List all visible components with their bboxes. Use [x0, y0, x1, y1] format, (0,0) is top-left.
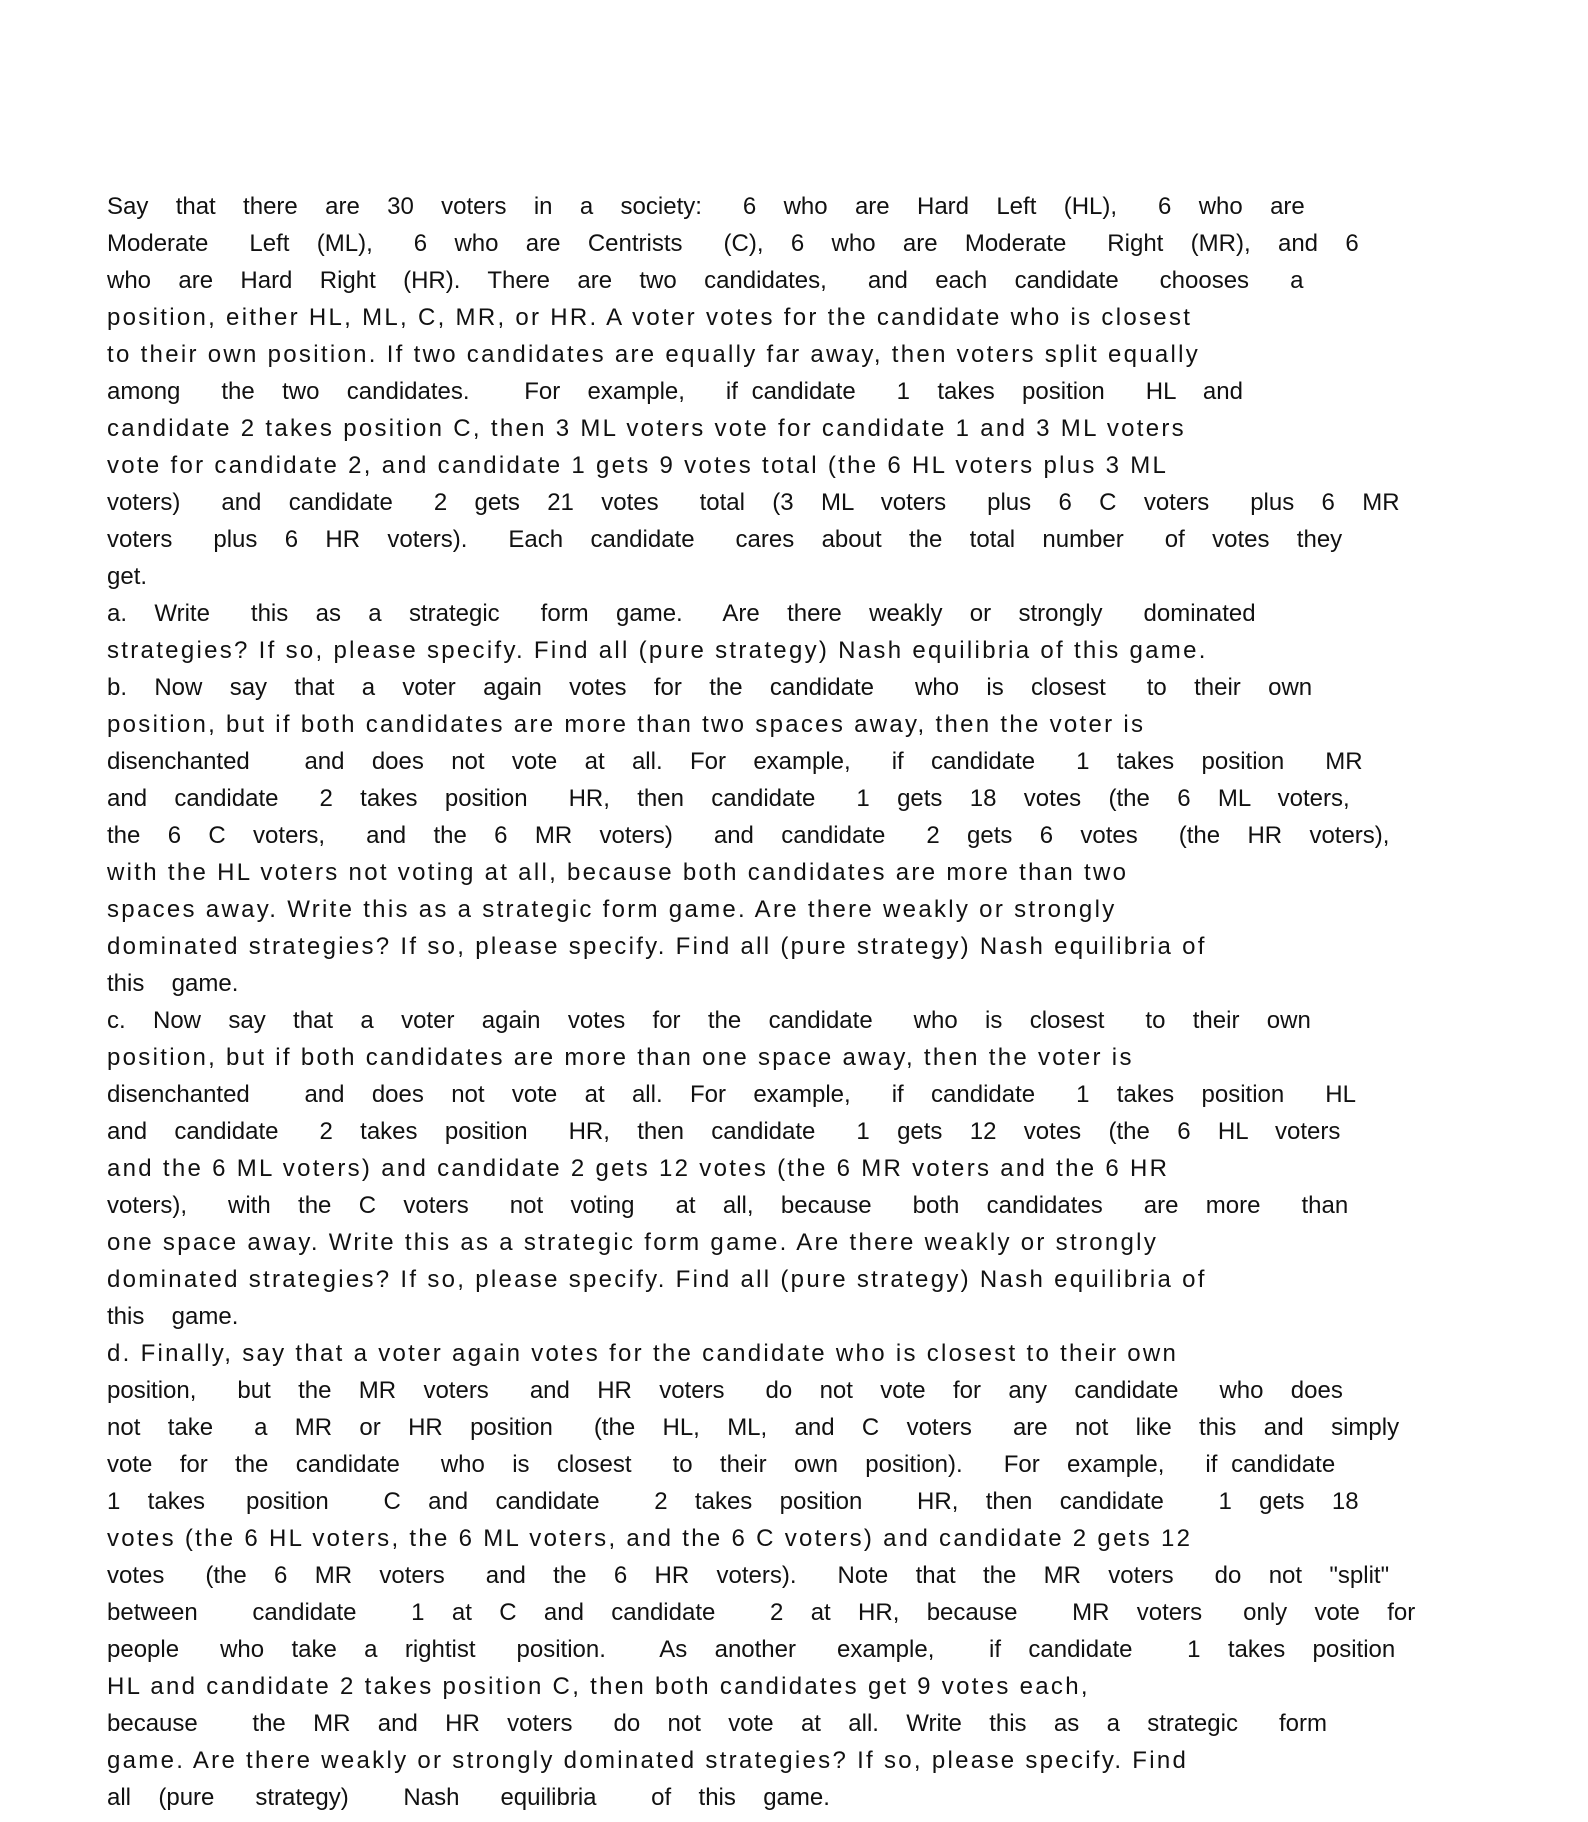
problem-text: [107, 188, 1416, 1816]
text-line: position, but if both candidates are more than two spaces away, then the voter is: [107, 711, 1146, 738]
text-line: the 6 C voters, and the 6 MR voters) and candidate 2 gets 6 votes (the HR voters),: [107, 822, 1390, 849]
text-line: b. Now say that a voter again votes for the candidate who is closest to their own: [107, 674, 1313, 701]
text-line: Say that there are 30 voters in a society: 6 who are Hard Left (HL), 6 who are: [107, 193, 1305, 220]
text-line: who are Hard Right (HR). There are two candidates, and each candidate chooses a: [107, 267, 1304, 294]
text-line: HL and candidate 2 takes position C, then both candidates get 9 votes each,: [107, 1673, 1090, 1700]
text-line: this game.: [107, 1303, 239, 1330]
text-line: dominated strategies? If so, please specify. Find all (pure strategy) Nash equilibria of: [107, 1266, 1207, 1293]
text-line: because the MR and HR voters do not vote at all. Write this as a strategic form: [107, 1710, 1327, 1737]
text-line: get.: [107, 563, 148, 590]
text-line: between candidate 1 at C and candidate 2 at HR, because MR voters only vote for: [107, 1599, 1416, 1626]
text-line: position, but if both candidates are more than one space away, then the voter is: [107, 1044, 1134, 1071]
text-line: and candidate 2 takes position HR, then candidate 1 gets 12 votes (the 6 HL voters: [107, 1118, 1341, 1145]
text-line: people who take a rightist position. As another example, if candidate 1 takes position: [107, 1636, 1396, 1663]
text-line: d. Finally, say that a voter again votes for the candidate who is closest to their own: [107, 1340, 1179, 1367]
text-line: with the HL voters not voting at all, because both candidates are more than two: [107, 859, 1129, 886]
text-line: game. Are there weakly or strongly dominated strategies? If so, please specify. Find: [107, 1747, 1189, 1774]
text-line: disenchanted and does not vote at all. For example, if candidate 1 takes position MR: [107, 748, 1363, 775]
text-line: position, either HL, ML, C, MR, or HR. A voter votes for the candidate who is closest: [107, 304, 1193, 331]
text-line: voters plus 6 HR voters). Each candidate cares about the total number of votes they: [107, 526, 1343, 553]
text-line: votes (the 6 HL voters, the 6 ML voters, and the 6 C voters) and candidate 2 gets 12: [107, 1525, 1193, 1552]
text-line: and candidate 2 takes position HR, then candidate 1 gets 18 votes (the 6 ML voters,: [107, 785, 1350, 812]
text-line: to their own position. If two candidates are equally far away, then voters split equally: [107, 341, 1201, 368]
text-line: dominated strategies? If so, please specify. Find all (pure strategy) Nash equilibria of: [107, 933, 1207, 960]
text-line: vote for the candidate who is closest to their own position). For example, if candidate: [107, 1451, 1336, 1478]
text-line: among the two candidates. For example, if candidate 1 takes position HL and: [107, 378, 1243, 405]
text-line: spaces away. Write this as a strategic form game. Are there weakly or strongly: [107, 896, 1117, 923]
text-line: strategies? If so, please specify. Find all (pure strategy) Nash equilibria of this game.: [107, 637, 1208, 664]
text-line: 1 takes position C and candidate 2 takes position HR, then candidate 1 gets 18: [107, 1488, 1359, 1515]
text-line: candidate 2 takes position C, then 3 ML voters vote for candidate 1 and 3 ML voters: [107, 415, 1186, 442]
text-line: and the 6 ML voters) and candidate 2 gets 12 votes (the 6 MR voters and the 6 HR: [107, 1155, 1170, 1182]
text-line: vote for candidate 2, and candidate 1 gets 9 votes total (the 6 HL voters plus 3 ML: [107, 452, 1169, 479]
text-line: disenchanted and does not vote at all. For example, if candidate 1 takes position HL: [107, 1081, 1356, 1108]
text-line: not take a MR or HR position (the HL, ML, and C voters are not like this and simply: [107, 1414, 1400, 1441]
text-line: one space away. Write this as a strategic form game. Are there weakly or strongly: [107, 1229, 1159, 1256]
text-line: voters), with the C voters not voting at all, because both candidates are more than: [107, 1192, 1349, 1219]
text-line: this game.: [107, 970, 239, 997]
text-line: all (pure strategy) Nash equilibria of this game.: [107, 1784, 830, 1811]
text-line: position, but the MR voters and HR voters do not vote for any candidate who does: [107, 1377, 1343, 1404]
text-line: a. Write this as a strategic form game. Are there weakly or strongly dominated: [107, 600, 1256, 627]
text-line: Moderate Left (ML), 6 who are Centrists (C), 6 who are Moderate Right (MR), and 6: [107, 230, 1359, 257]
text-line: voters) and candidate 2 gets 21 votes total (3 ML voters plus 6 C voters plus 6 MR: [107, 489, 1400, 516]
text-line: votes (the 6 MR voters and the 6 HR voters). Note that the MR voters do not "split": [107, 1562, 1390, 1589]
text-line: c. Now say that a voter again votes for the candidate who is closest to their own: [107, 1007, 1311, 1034]
